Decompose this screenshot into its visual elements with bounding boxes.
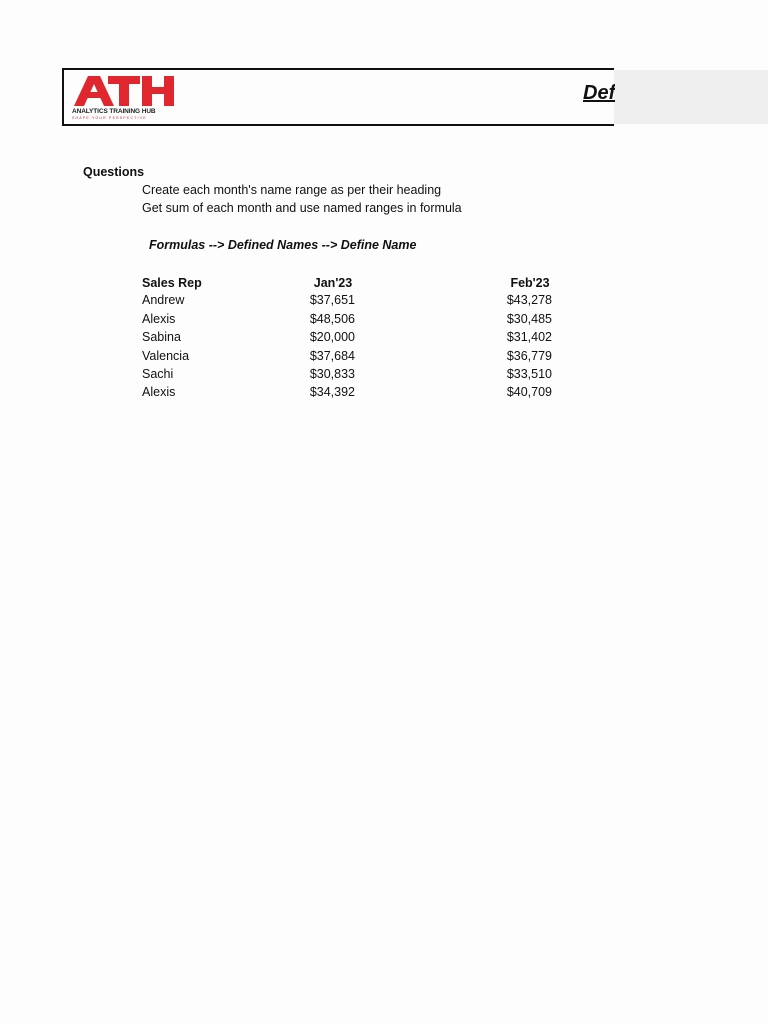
table-cell-feb: $31,402 xyxy=(506,330,552,344)
question-item-1: Create each month's name range as per their heading xyxy=(142,183,442,197)
col-header-feb: Feb'23 xyxy=(510,276,550,290)
table-cell-jan: $20,000 xyxy=(309,330,355,344)
questions-heading: Questions xyxy=(83,165,145,179)
table-cell-feb: $36,779 xyxy=(506,349,552,363)
table-cell-feb: $33,510 xyxy=(506,367,552,381)
table-cell-rep: Sabina xyxy=(142,330,181,344)
table-cell-jan: $34,392 xyxy=(309,385,355,399)
logo-tagline: SHAPE YOUR PERSPECTIVE xyxy=(72,116,147,120)
question-item-2: Get sum of each month and use named ranges in formula xyxy=(142,201,462,215)
page-title: Def xyxy=(583,82,615,104)
table-cell-jan: $37,684 xyxy=(309,349,355,363)
table-cell-rep: Valencia xyxy=(142,349,190,363)
table-cell-rep: Andrew xyxy=(142,293,185,307)
table-cell-jan: $30,833 xyxy=(309,367,355,381)
logo-subtitle: ANALYTICS TRAINING HUB xyxy=(72,108,156,115)
table-cell-feb: $43,278 xyxy=(506,293,552,307)
header-box xyxy=(62,68,614,126)
hint-text: Formulas --> Defined Names --> Define Name xyxy=(149,238,417,252)
table-cell-rep: Alexis xyxy=(142,385,176,399)
table-cell-rep: Sachi xyxy=(142,367,174,381)
header-band xyxy=(62,68,768,126)
ath-logo xyxy=(72,74,176,122)
table-cell-jan: $37,651 xyxy=(309,293,355,307)
col-header-sales-rep: Sales Rep xyxy=(142,276,202,290)
table-cell-rep: Alexis xyxy=(142,312,176,326)
table-cell-feb: $40,709 xyxy=(506,385,552,399)
table-cell-jan: $48,506 xyxy=(309,312,355,326)
table-cell-feb: $30,485 xyxy=(506,312,552,326)
logo-letters-graphic xyxy=(72,74,176,108)
col-header-jan: Jan'23 xyxy=(313,276,353,290)
header-gray-panel xyxy=(614,70,768,124)
